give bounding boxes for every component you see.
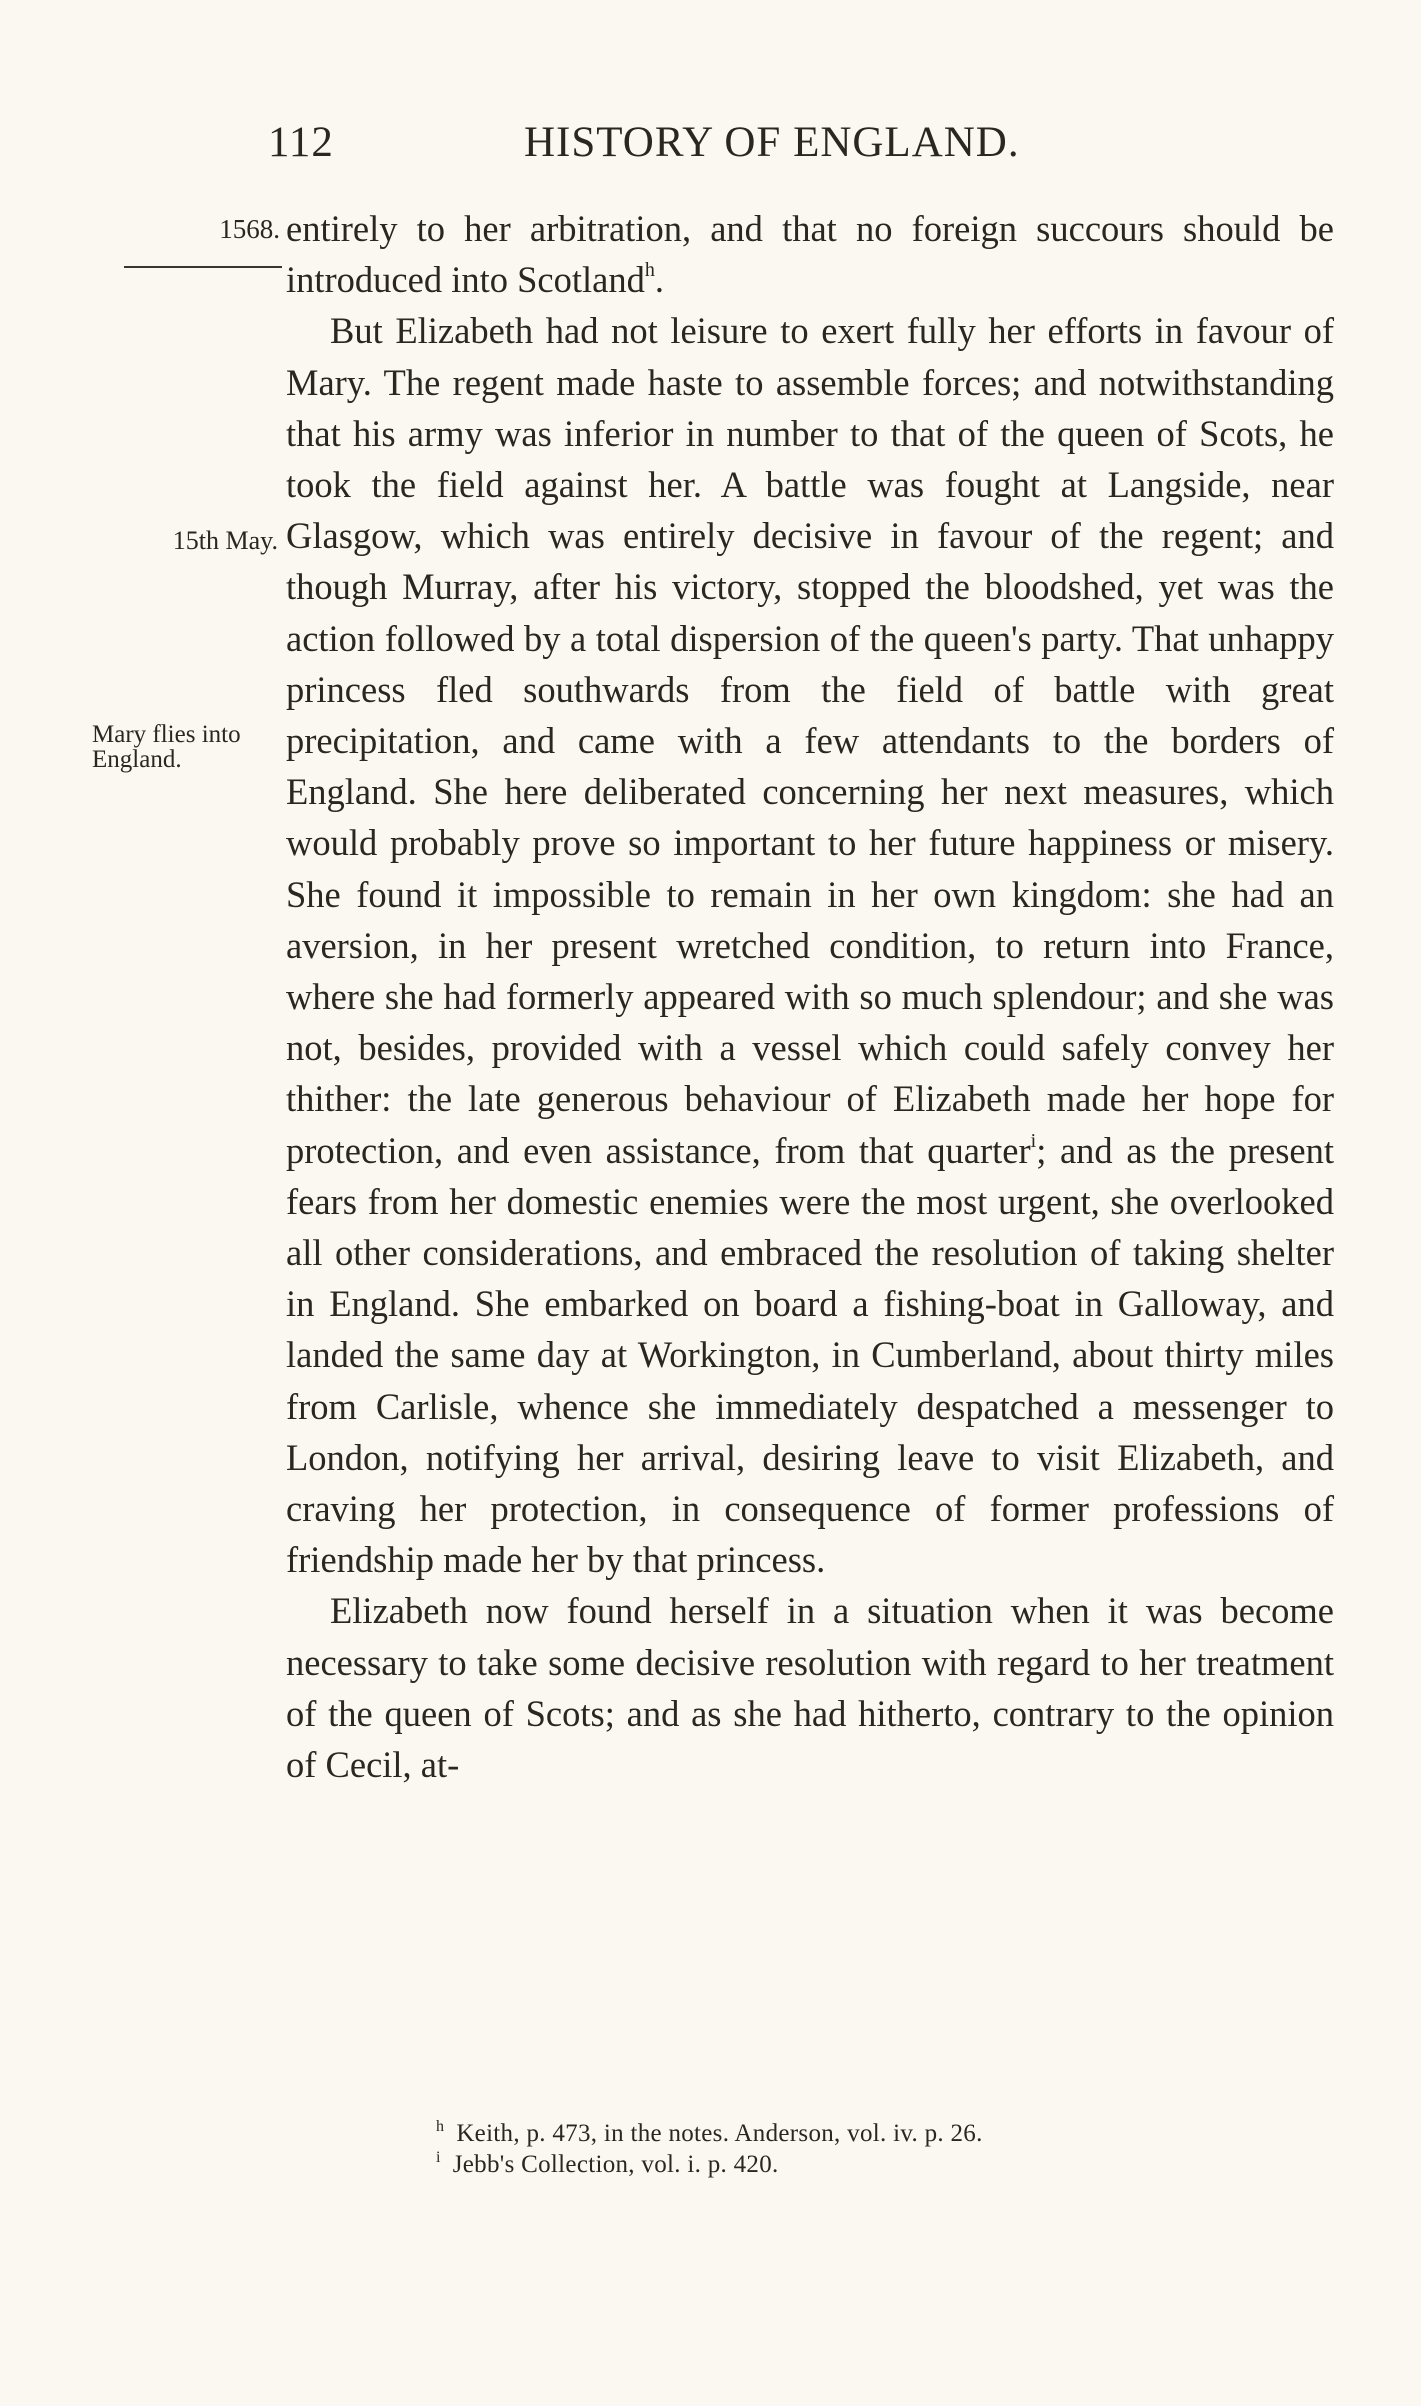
- footnote-ref-i: i: [1030, 1129, 1037, 1152]
- footnote-mark-h: h: [436, 2118, 445, 2135]
- footnote-i: [436, 2149, 1316, 2180]
- footnote-ref-h: h: [644, 259, 655, 282]
- footnote-mark-i: i: [436, 2149, 441, 2166]
- footnotes: [436, 2118, 1316, 2180]
- paragraph-1-tail: .: [654, 259, 664, 301]
- running-title: HISTORY OF ENGLAND.: [524, 119, 1020, 166]
- year-divider: [124, 266, 282, 268]
- paragraph-1: [286, 203, 1334, 305]
- margin-note-mary-flies: Mary flies into England.: [92, 721, 241, 773]
- paragraph-3-text: Elizabeth now found herself in a situation when it was become necessary to take some decisive resolution with regard to her treatment of the queen of Scots; and as she had hitherto, contrary to the opinion of Cecil, at-: [286, 1590, 1334, 1786]
- footnote-text-i: Jebb's Collection, vol. i. p. 420.: [452, 2151, 779, 2178]
- paragraph-2-text-b: ; and as the present fears from her domestic enemies were the most urgent, she overlooked all other considerations, and embraced the resolution of taking shelter in England. She embarked on board a fishing-boat in Galloway, and landed the same day at Workington, in Cumberland, about thirty miles from Carlisle, whence she immediately despatched a messenger to London, notifying her arrival, desiring leave to visit Elizabeth, and craving her protection, in consequence of former professions of friendship made her by that princess.: [286, 1129, 1334, 1581]
- paragraph-1-text: entirely to her arbitration, and that no foreign succours should be introduced into Scotland: [286, 208, 1334, 301]
- page-number: 112: [268, 119, 334, 166]
- paragraph-2: [286, 305, 1334, 1585]
- footnote-h: [436, 2118, 1316, 2149]
- paragraph-3: [286, 1585, 1334, 1790]
- body-text: [286, 203, 1334, 1790]
- running-head: [268, 118, 1338, 178]
- paragraph-2-text-a: But Elizabeth had not leisure to exert fully her efforts in favour of Mary. The regent made haste to assemble forces; and notwithstanding that his army was inferior in number to that of the queen of Scots, he took the field against her. A battle was fought at Langside, near Glasgow, which was entirely decisive in favour of the regent; and though Murray, after his victory, stopped the bloodshed, yet was the action followed by a total dispersion of the queen's party. That unhappy princess fled southwards from the field of battle with great precipitation, and came with a few attendants to the borders of England. She here deliberated concerning her next measures, which would probably prove so important to her future happiness or misery. She found it impossible to remain in her own kingdom: she had an aversion, in her present wretched condition, to return into France, where she had formerly appeared with so much splendour; and she was not, besides, provided with a vessel which could safely convey her thither: the late generous behaviour of Elizabeth made her hope for protection, and even assistance, from that quarter: [286, 310, 1334, 1171]
- margin-note-date: 15th May.: [172, 526, 278, 555]
- footnote-text-h: Keith, p. 473, in the notes. Anderson, vol. iv. p. 26.: [456, 2120, 983, 2147]
- margin-year: 1568.: [219, 214, 280, 244]
